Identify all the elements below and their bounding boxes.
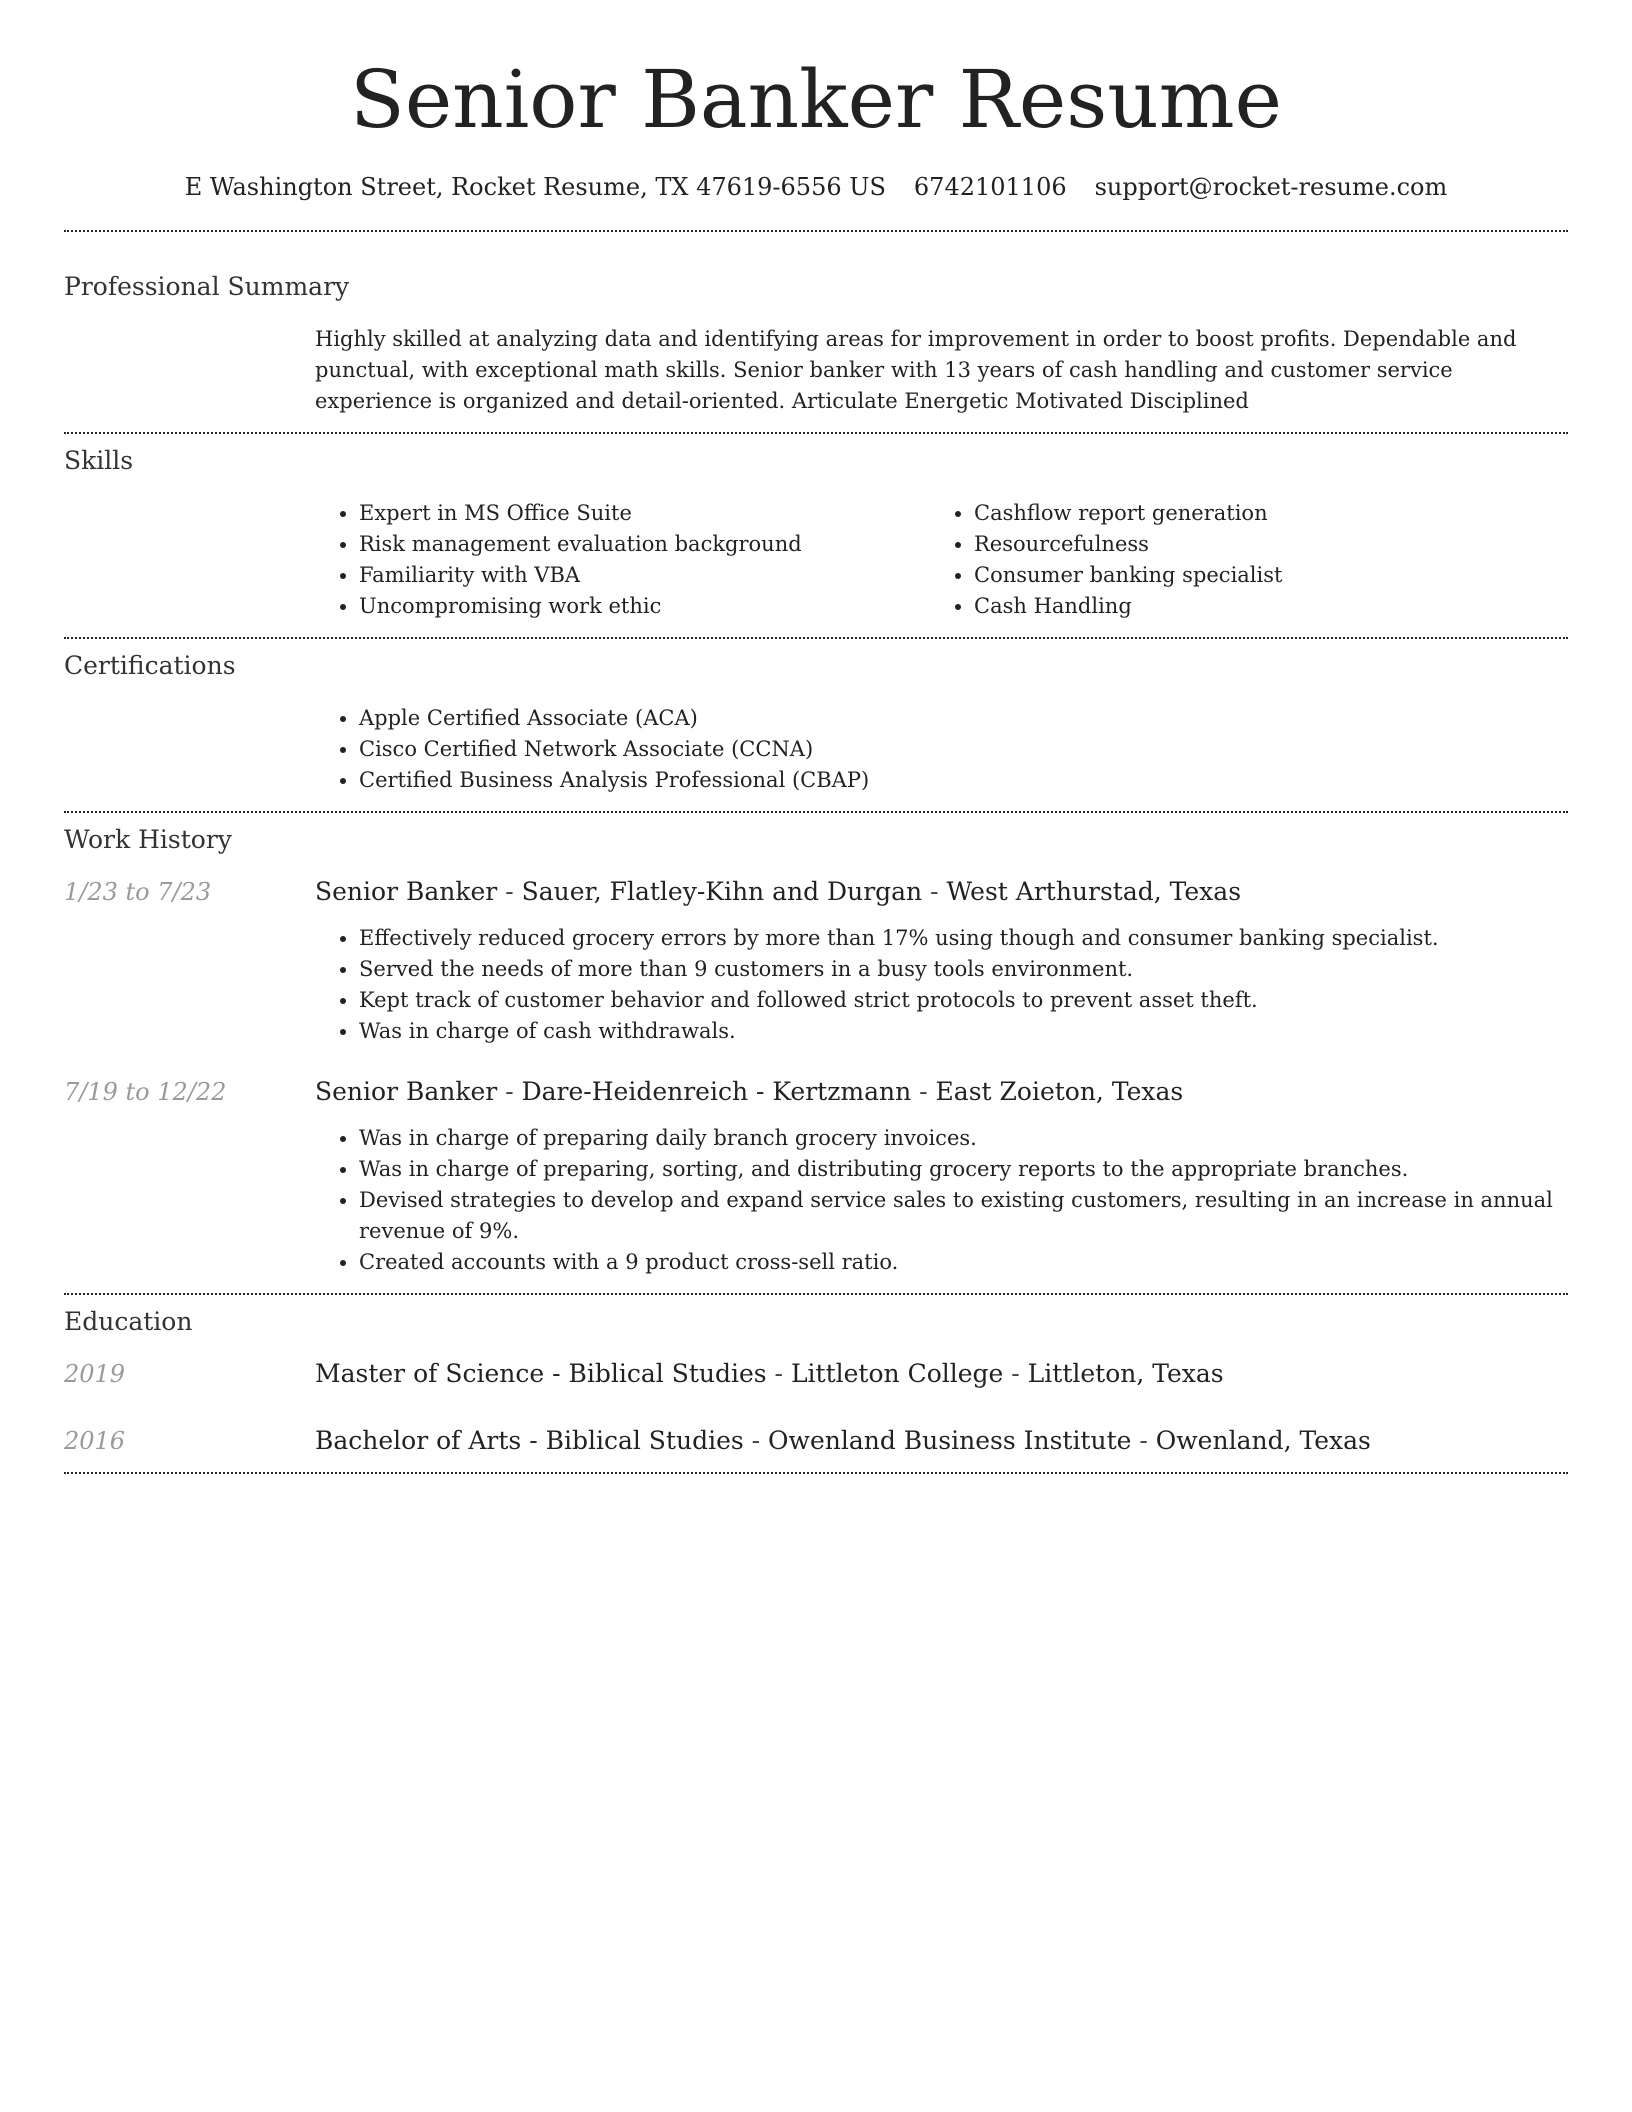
education-title — [315, 1424, 1371, 1458]
skills-list-right — [930, 498, 1545, 622]
section-title-education: Education — [64, 1307, 193, 1336]
certification-item: • Apple Certified Associate (ACA) — [359, 703, 1568, 734]
job-employer: Dare-Heidenreich - Kertzmann — [521, 1077, 912, 1106]
education-degree: Bachelor of Arts - Biblical Studies — [315, 1426, 744, 1455]
skills-section — [64, 434, 1568, 622]
separator: - — [743, 1426, 769, 1455]
job-duties — [315, 1123, 1568, 1278]
education-section — [64, 1295, 1568, 1458]
job-entry — [64, 1075, 1568, 1278]
skills-list-left — [315, 498, 930, 622]
skill-item: • Uncompromising work ethic — [359, 591, 930, 622]
job-bullet: • Was in charge of cash withdrawals. — [359, 1016, 1568, 1047]
summary-text: Highly skilled at analyzing data and identifying areas for improvement in order to boost profits. Dependable and punctual, with exceptional math skills. Senior banker with 13 years of cash handling and customer service experience is organized and detail-oriented. Articulate Energetic Motivated Disciplined — [315, 327, 1517, 413]
certification-item: • Cisco Certified Network Associate (CCNA) — [359, 734, 1568, 765]
certifications-list — [315, 703, 1568, 796]
resume-page — [64, 0, 1568, 1474]
job-dates: 1/23 to 7/23 — [64, 878, 212, 906]
job-bullet: • Created accounts with a 9 product cross-sell ratio. — [359, 1247, 1568, 1278]
skill-item: • Cashflow report generation — [974, 498, 1545, 529]
education-school: Owenland Business Institute — [768, 1426, 1132, 1455]
education-degree: Master of Science - Biblical Studies — [315, 1359, 767, 1388]
job-entry — [64, 875, 1568, 1047]
job-bullet: • Kept track of customer behavior and followed strict protocols to prevent asset theft. — [359, 985, 1568, 1016]
separator: - — [1003, 1359, 1028, 1388]
education-location: Littleton, Texas — [1027, 1359, 1224, 1388]
certifications-content — [315, 703, 1568, 796]
separator: - — [766, 1359, 791, 1388]
job-location: East Zoieton, Texas — [935, 1077, 1184, 1106]
job-bullet: • Effectively reduced grocery errors by more than 17% using though and consumer banking specialist. — [359, 923, 1568, 954]
job-duties — [315, 923, 1568, 1047]
job-dates: 7/19 to 12/22 — [64, 1078, 227, 1106]
separator: - — [497, 877, 522, 906]
education-year: 2016 — [64, 1427, 126, 1455]
section-title-skills: Skills — [64, 446, 134, 475]
job-title — [315, 1075, 1183, 1109]
divider — [64, 1472, 1568, 1474]
section-title-summary: Professional Summary — [64, 272, 350, 301]
job-employer: Sauer, Flatley-Kihn and Durgan — [521, 877, 923, 906]
separator: - — [1131, 1426, 1156, 1455]
job-position: Senior Banker — [315, 1077, 498, 1106]
job-bullet: • Was in charge of preparing daily branch grocery invoices. — [359, 1123, 1568, 1154]
skill-item: • Risk management evaluation background — [359, 529, 930, 560]
job-bullet: • Was in charge of preparing, sorting, and distributing grocery reports to the appropriate branches. — [359, 1154, 1568, 1185]
summary-section — [64, 232, 1568, 417]
job-title — [315, 875, 1241, 909]
section-title-certifications: Certifications — [64, 651, 236, 680]
education-title — [315, 1357, 1224, 1391]
contact-email: support@rocket-resume.com — [1094, 173, 1448, 201]
job-location: West Arthurstad, Texas — [946, 877, 1242, 906]
job-bullet: • Devised strategies to develop and expand service sales to existing customers, resulting in an increase in annual revenue of 9%. — [359, 1185, 1568, 1247]
skill-item: • Familiarity with VBA — [359, 560, 930, 591]
education-entry — [64, 1357, 1568, 1391]
jobs-list — [64, 875, 1568, 1278]
skill-item: • Consumer banking specialist — [974, 560, 1545, 591]
contact-address: E Washington Street, Rocket Resume, TX 47619-6556 US — [184, 173, 886, 201]
work-section — [64, 813, 1568, 1278]
skill-item: • Expert in MS Office Suite — [359, 498, 930, 529]
separator: - — [922, 877, 947, 906]
skills-columns — [315, 498, 1568, 622]
education-entry — [64, 1424, 1568, 1458]
certification-item: • Certified Business Analysis Professional (CBAP) — [359, 765, 1568, 796]
skill-item: • Cash Handling — [974, 591, 1545, 622]
resume-title: Senior Banker Resume — [350, 53, 1282, 146]
education-list — [64, 1357, 1568, 1458]
job-bullets — [315, 923, 1568, 1047]
contact-line — [64, 170, 1568, 204]
education-location: Owenland, Texas — [1155, 1426, 1371, 1455]
section-title-work: Work History — [64, 825, 232, 854]
separator: - — [911, 1077, 936, 1106]
contact-phone: 6742101106 — [913, 173, 1067, 201]
job-header — [64, 1075, 1568, 1109]
separator: - — [497, 1077, 522, 1106]
skill-item: • Resourcefulness — [974, 529, 1545, 560]
job-bullet: • Served the needs of more than 9 customers in a busy tools environment. — [359, 954, 1568, 985]
education-year: 2019 — [64, 1360, 126, 1388]
job-bullets — [315, 1123, 1568, 1278]
job-position: Senior Banker — [315, 877, 498, 906]
certifications-section — [64, 639, 1568, 796]
job-header — [64, 875, 1568, 909]
education-school: Littleton College — [790, 1359, 1004, 1388]
